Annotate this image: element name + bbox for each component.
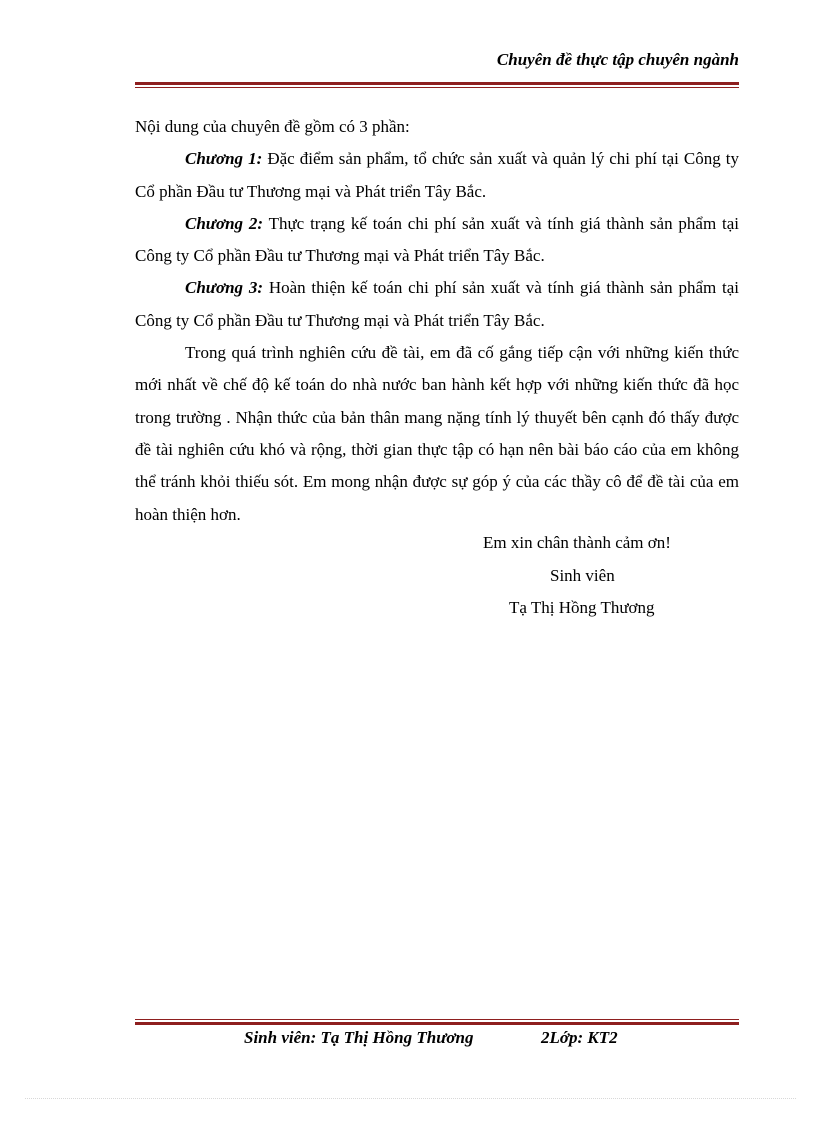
chapter-3-label: Chương 3: <box>185 278 264 298</box>
conclusion-paragraph: Trong quá trình nghiên cứu đề tài, em đã cố gắng tiếp cận với những kiến thức mới nhất về chế độ kế toán do nhà nước ban hành kết hợp với những kiến thức đã học trong trường . Nhận thức của bản thân mang nặng tính lý thuyết bên cạnh đó thấy được đề tài nghiên cứu khó và rộng, thời gian thực tập có hạn nên bài báo cáo của em không thể tránh khỏi thiếu sót. Em mong nhận được sự góp ý của các thầy cô để đề tài của em hoàn thiện hơn. <box>135 343 739 524</box>
chapter-3-paragraph <box>135 272 739 337</box>
chapter-3-text: Hoàn thiện kế toán chi phí sản xuất và tính giá thành sản phẩm tại Công ty Cổ phần Đầu tư Thương mại và Phát triển Tây Bắc. <box>135 278 739 330</box>
signature-role: Sinh viên <box>550 566 615 585</box>
intro-paragraph: Nội dung của chuyên đề gồm có 3 phần: <box>135 117 410 136</box>
header-rule <box>135 82 739 88</box>
footer-rule <box>135 1019 739 1025</box>
chapter-2-paragraph <box>135 208 739 273</box>
chapter-1-text: Đặc điểm sản phẩm, tổ chức sản xuất và quản lý chi phí tại Công ty Cổ phần Đầu tư Thương mại và Phát triển Tây Bắc. <box>135 149 740 201</box>
page-edge-divider <box>25 1098 796 1099</box>
chapter-2-text: Thực trạng kế toán chi phí sản xuất và tính giá thành sản phẩm tại Công ty Cổ phần Đầu tư Thương mại và Phát triển Tây Bắc. <box>135 213 740 266</box>
header-title: Chuyên đề thực tập chuyên ngành <box>496 50 739 69</box>
signature-name: Tạ Thị Hồng Thương <box>509 598 655 617</box>
chapter-2-label: Chương 2: <box>185 213 264 233</box>
closing-thanks: Em xin chân thành cảm ơn! <box>483 533 671 552</box>
chapter-1-paragraph <box>135 143 739 208</box>
chapter-1-label: Chương 1: <box>185 149 263 169</box>
body-text <box>135 111 739 531</box>
footer-student: Sinh viên: Tạ Thị Hồng Thương <box>244 1028 474 1047</box>
footer-class-info: 2Lớp: KT2 <box>541 1028 618 1047</box>
